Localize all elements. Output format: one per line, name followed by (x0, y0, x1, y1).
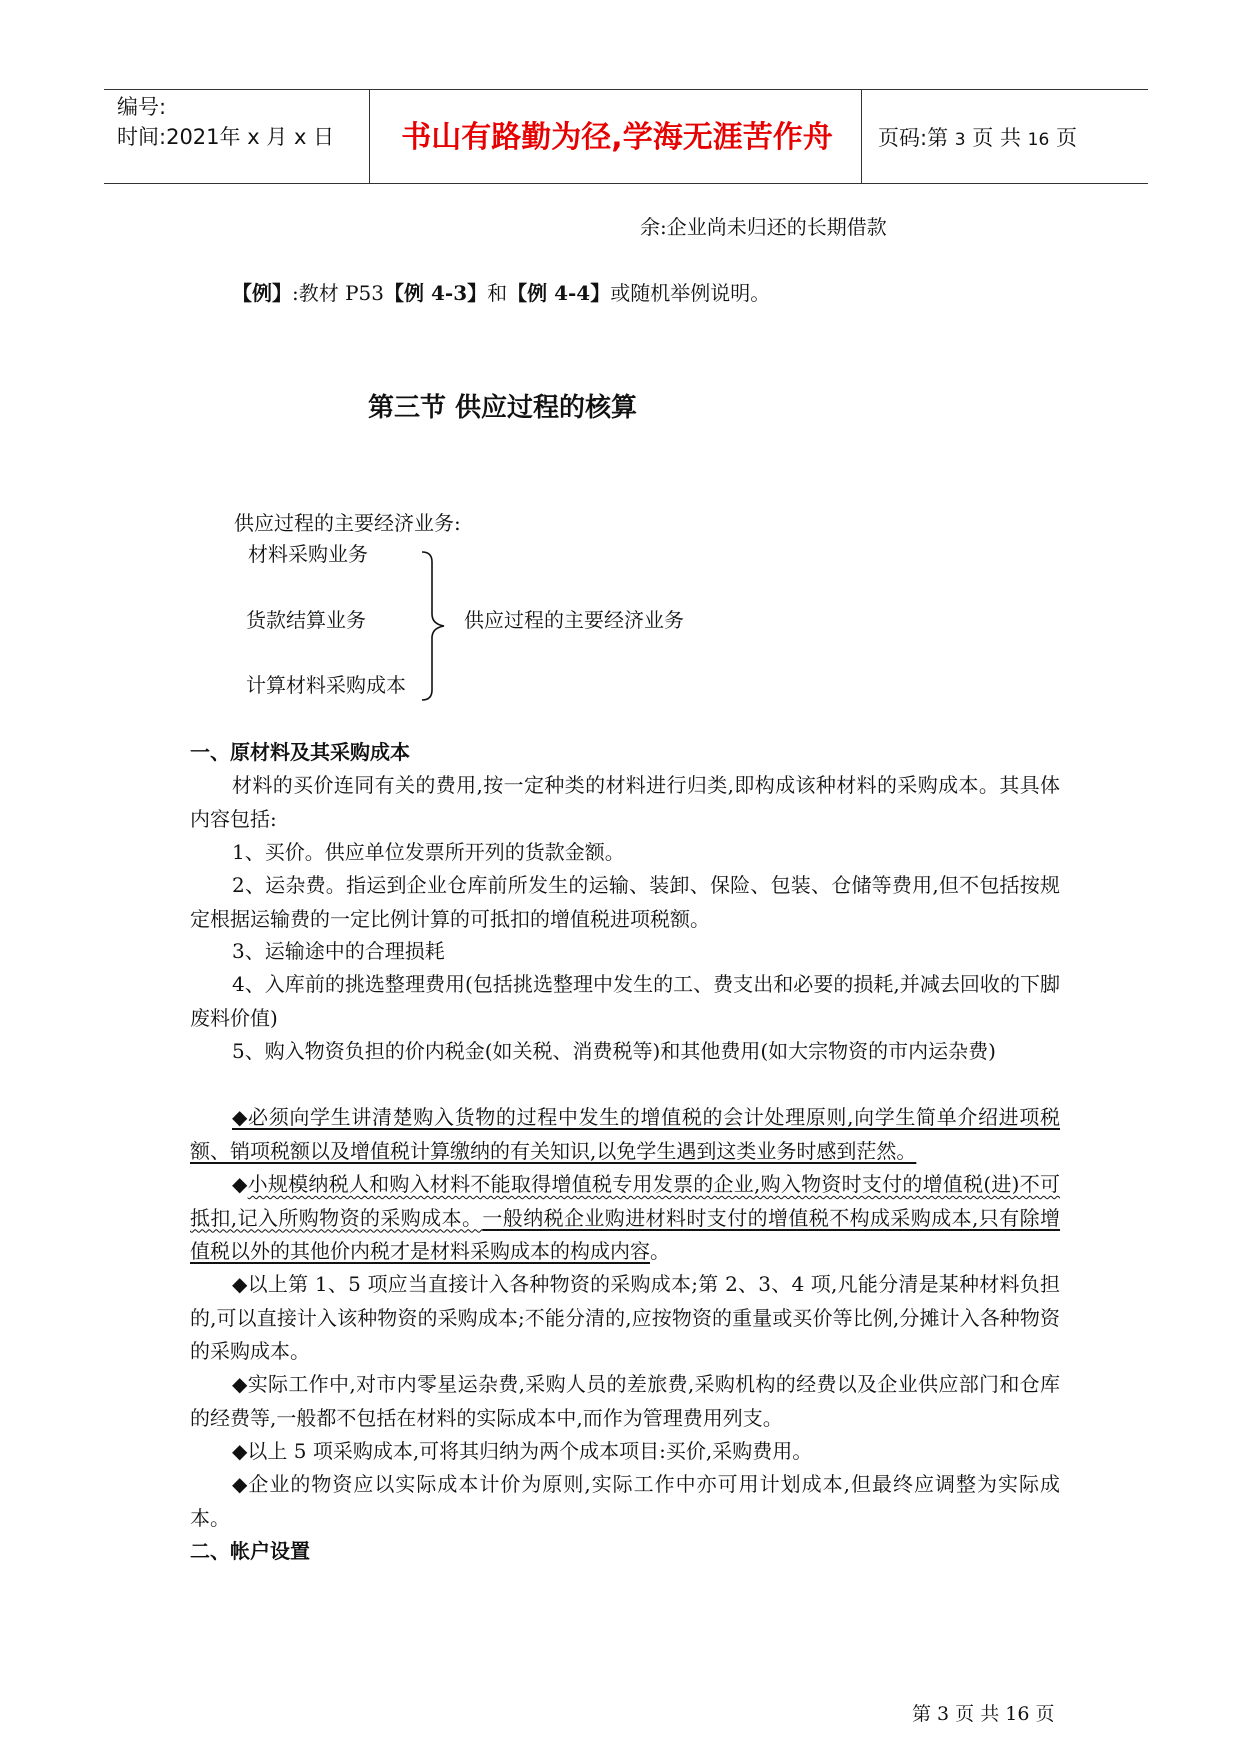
note-management-expense: ◆实际工作中,对市内零星运杂费,采购人员的差旅费,采购机构的经费以及企业供应部门和仓库的经费等,一般都不包括在材料的实际成本中,而作为管理费用列支。 (190, 1372, 1060, 1430)
note-small-taxpayer: ◆小规模纳税人和购入材料不能取得增值税专用发票的企业,购入物资时支付的增值税(进)不可抵扣,记入所购物资的采购成本。一般纳税企业购进材料时支付的增值税不构成采购成本,只有除增值税以外的其他价内税才是材料采购成本的构成内容。 (190, 1172, 1061, 1263)
part2-heading: 二、帐户设置 (190, 1539, 310, 1563)
note-vat-principle: ◆必须向学生讲清楚购入货物的过程中发生的增值税的会计处理原则,向学生简单介绍进项税额、销项税额以及增值税计算缴纳的有关知识,以免学生遇到这类业务时感到茫然。 (190, 1105, 1060, 1163)
header-meta (117, 92, 334, 152)
cost-item: 1、买价。供应单位发票所开列的货款金额。 (232, 840, 625, 864)
section-title: 第三节 供应过程的核算 (368, 393, 638, 423)
page-footer: 第 3 页 共 16 页 (912, 1703, 1055, 1725)
diagram-intro: 供应过程的主要经济业务: (234, 511, 461, 535)
cost-item: 2、运杂费。指运到企业仓库前所发生的运输、装卸、保险、包装、仓储等费用,但不包括按规定根据运输费的一定比例计算的可抵扣的增值税进项税额。 (190, 873, 1060, 931)
cost-item: 3、运输途中的合理损耗 (232, 939, 445, 963)
note-actual-cost: ◆企业的物资应以实际成本计价为原则,实际工作中亦可用计划成本,但最终应调整为实际成本。 (190, 1472, 1060, 1530)
cost-item: 4、入库前的挑选整理费用(包括挑选整理中发生的工、费支出和必要的损耗,并减去回收的下脚废料价值) (190, 972, 1060, 1030)
continuation-line: 余:企业尚未归还的长期借款 (640, 215, 887, 239)
note-cost-items: ◆以上 5 项采购成本,可将其归纳为两个成本项目:买价,采购费用。 (232, 1439, 813, 1463)
diagram-result: 供应过程的主要经济业务 (464, 608, 684, 632)
cost-item: 5、购入物资负担的价内税金(如关税、消费税等)和其他费用(如大宗物资的市内运杂费) (232, 1039, 996, 1063)
diagram-item: 材料采购业务 (248, 542, 368, 566)
diagram-item: 计算材料采购成本 (246, 673, 406, 697)
header-top-rule (104, 89, 1148, 90)
header-page-info: 页码:第 3 页 共 16 页 (878, 126, 1077, 150)
example-line: 【例】:教材 P53【例 4-3】和【例 4-4】或随机举例说明。 (232, 281, 771, 305)
part1-intro: 材料的买价连同有关的费用,按一定种类的材料进行归类,即构成该种材料的采购成本。其具体内容包括: (190, 773, 1060, 831)
header-motto: 书山有路勤为径,学海无涯苦作舟 (401, 120, 833, 155)
part1-heading: 一、原材料及其采购成本 (190, 740, 410, 764)
header-divider-left (369, 90, 370, 184)
header-bottom-rule (104, 183, 1148, 184)
diagram-item: 货款结算业务 (246, 608, 366, 632)
header-number: 编号: (117, 95, 167, 119)
right-brace-icon (418, 548, 452, 704)
note-cost-allocation: ◆以上第 1、5 项应当直接计入各种物资的采购成本;第 2、3、4 项,凡能分清是某种材料负担的,可以直接计入该种物资的采购成本;不能分清的,应按物资的重量或买价等比例,分摊计入各种物资的采购成本。 (190, 1272, 1060, 1363)
header-time: 时间:2021年 x 月 x 日 (117, 125, 335, 149)
